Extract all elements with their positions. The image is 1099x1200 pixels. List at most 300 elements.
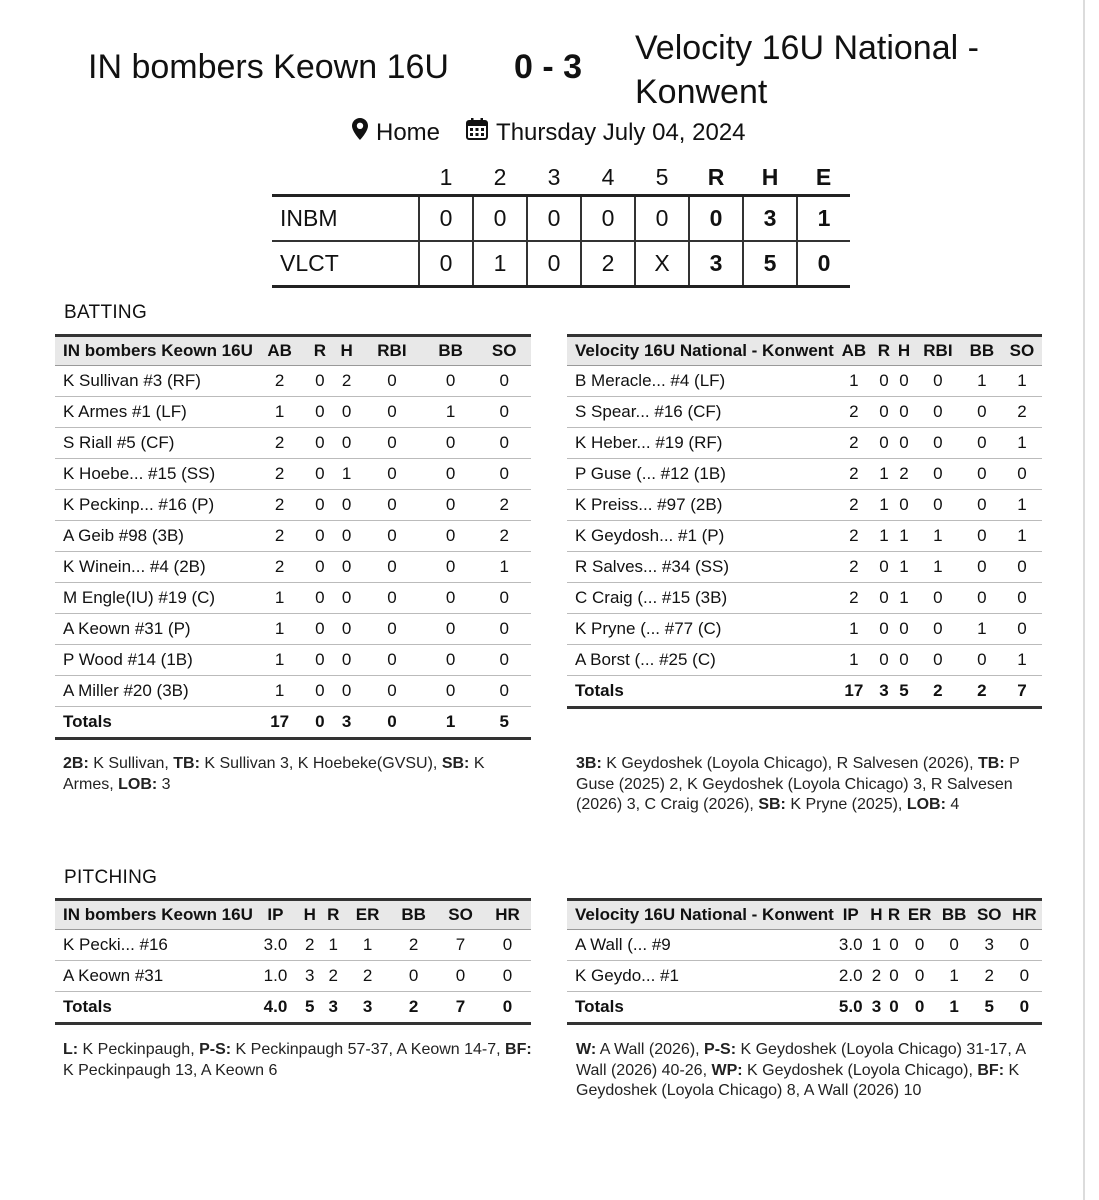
line-score-table (272, 160, 850, 288)
player-name: K Armes #1 (LF) (55, 397, 253, 428)
batting-table-away (567, 334, 1042, 709)
stat-cell: 0 (962, 397, 1002, 428)
errors-header: E (797, 160, 850, 196)
stat-cell: 2 (834, 428, 874, 459)
player-row (55, 614, 531, 645)
player-name: K Heber... #19 (RF) (567, 428, 834, 459)
team-header: Velocity 16U National - Konwent (567, 900, 834, 930)
team-header: IN bombers Keown 16U (55, 336, 253, 366)
stat-cell: 2 (345, 961, 390, 992)
stat-cell: 0 (424, 490, 478, 521)
stat-cell: 0 (306, 583, 333, 614)
player-name: K Pecki... #16 (55, 930, 253, 961)
stat-cell: 0 (333, 490, 360, 521)
batting-table-home (55, 334, 531, 740)
player-row (55, 930, 531, 961)
stat-cell: 1 (333, 459, 360, 490)
stat-cell: 1 (962, 614, 1002, 645)
col-header: H (333, 336, 360, 366)
player-row (567, 521, 1042, 552)
totals-row (55, 707, 531, 739)
stat-cell: 1 (834, 614, 874, 645)
team-abbr: VLCT (272, 241, 419, 287)
stat-cell: 0 (962, 459, 1002, 490)
stat-cell: 0 (306, 614, 333, 645)
total-cell: 5.0 (834, 992, 868, 1024)
total-cell: 0 (484, 992, 531, 1024)
stat-cell: 7 (437, 930, 484, 961)
stat-cell: 0 (477, 397, 531, 428)
player-name: A Miller #20 (3B) (55, 676, 253, 707)
player-row (567, 930, 1042, 961)
col-header: HR (484, 900, 531, 930)
stat-cell: 0 (914, 459, 962, 490)
stat-cell: 0 (306, 397, 333, 428)
total-cell: 0 (1007, 992, 1042, 1024)
stat-cell: 2 (834, 397, 874, 428)
stat-cell: 0 (424, 459, 478, 490)
col-header: RBI (914, 336, 962, 366)
pitching-section-title: PITCHING (64, 867, 158, 888)
stat-cell: 0 (424, 521, 478, 552)
stat-cell: 2 (1002, 397, 1042, 428)
game-date: Thursday July 04, 2024 (496, 118, 746, 146)
stat-cell: 2 (253, 552, 307, 583)
player-row (567, 614, 1042, 645)
stat-cell: 0 (424, 552, 478, 583)
stat-cell: 2 (333, 366, 360, 397)
stat-cell: 0 (477, 676, 531, 707)
stat-cell: 2 (834, 490, 874, 521)
stat-cell: 0 (962, 490, 1002, 521)
col-header: IP (834, 900, 868, 930)
stat-cell: 0 (333, 521, 360, 552)
total-cell: 3 (333, 707, 360, 739)
stat-cell: 0 (1007, 961, 1042, 992)
totals-label: Totals (55, 707, 253, 739)
player-name: A Keown #31 (55, 961, 253, 992)
location-label: Home (376, 118, 441, 146)
col-header: R (885, 900, 903, 930)
col-header: R (306, 336, 333, 366)
location-pin-icon (352, 118, 368, 147)
inning-header: 2 (473, 160, 527, 196)
stat-cell: 1 (937, 961, 972, 992)
stat-cell: 0 (360, 676, 424, 707)
batting-notes-home: 2B: K Sullivan, TB: K Sullivan 3, K Hoebeke(GVSU), SB: K Armes, LOB: 3 (63, 755, 485, 793)
player-row (55, 645, 531, 676)
player-name: S Riall #5 (CF) (55, 428, 253, 459)
total-cell: 3 (868, 992, 886, 1024)
home-team-name: IN bombers Keown 16U (88, 48, 449, 86)
totals-label: Totals (55, 992, 253, 1024)
stat-cell: 3 (298, 961, 321, 992)
player-name: K Hoebe... #15 (SS) (55, 459, 253, 490)
player-row (55, 366, 531, 397)
player-name: K Geydo... #1 (567, 961, 834, 992)
stat-cell: 0 (333, 428, 360, 459)
total-cell: 0 (903, 992, 937, 1024)
total-cell: 0 (885, 992, 903, 1024)
stat-cell: 0 (914, 428, 962, 459)
totals-row (567, 676, 1042, 708)
stat-cell: 2 (253, 459, 307, 490)
runs-header: R (689, 160, 743, 196)
stat-cell: 2 (834, 521, 874, 552)
player-name: R Salves... #34 (SS) (567, 552, 834, 583)
stat-cell: 1 (894, 521, 914, 552)
stat-cell: 1 (1002, 490, 1042, 521)
stat-cell: 1 (834, 366, 874, 397)
stat-cell: 0 (306, 552, 333, 583)
player-row (567, 366, 1042, 397)
player-row (55, 961, 531, 992)
stat-cell: 1 (1002, 428, 1042, 459)
stat-cell: 0 (1002, 459, 1042, 490)
stat-cell: 2 (253, 521, 307, 552)
stat-cell: 0 (484, 930, 531, 961)
stat-cell: 1 (914, 521, 962, 552)
col-header: H (894, 336, 914, 366)
total-cell: 3 (322, 992, 345, 1024)
player-row (567, 459, 1042, 490)
player-name: P Guse (... #12 (1B) (567, 459, 834, 490)
total-cell: 5 (298, 992, 321, 1024)
total-cell: 7 (437, 992, 484, 1024)
stat-cell: 0 (914, 366, 962, 397)
col-header: AB (253, 336, 307, 366)
stat-cell: 0 (874, 366, 894, 397)
stat-cell: 1 (914, 552, 962, 583)
stat-cell: 2 (477, 521, 531, 552)
stat-cell: 0 (333, 645, 360, 676)
calendar-icon (466, 118, 488, 147)
inning-header: 1 (419, 160, 473, 196)
stat-cell: 0 (962, 521, 1002, 552)
stat-cell: 2 (390, 930, 437, 961)
stat-cell: 0 (477, 645, 531, 676)
stat-cell: 0 (962, 428, 1002, 459)
stat-cell: 3.0 (253, 930, 298, 961)
stat-cell: 0 (424, 645, 478, 676)
stat-cell: 0 (477, 614, 531, 645)
inning-header: 4 (581, 160, 635, 196)
stat-cell: 1.0 (253, 961, 298, 992)
stat-cell: 0 (306, 676, 333, 707)
player-name: S Spear... #16 (CF) (567, 397, 834, 428)
col-header: H (298, 900, 321, 930)
stat-cell: 2 (253, 366, 307, 397)
player-name: M Engle(IU) #19 (C) (55, 583, 253, 614)
col-header: BB (390, 900, 437, 930)
stat-cell: 0 (333, 614, 360, 645)
totals-label: Totals (567, 992, 834, 1024)
total-cell: 7 (1002, 676, 1042, 708)
player-row (55, 490, 531, 521)
player-row (55, 676, 531, 707)
stat-cell: 0 (903, 930, 937, 961)
stat-cell: 0 (360, 397, 424, 428)
stat-cell: 0 (962, 552, 1002, 583)
total-cell: 5 (477, 707, 531, 739)
stat-cell: 0 (306, 428, 333, 459)
total-cell: 5 (972, 992, 1007, 1024)
stat-cell: 0 (333, 552, 360, 583)
stat-cell: 1 (894, 583, 914, 614)
total-cell: 5 (894, 676, 914, 708)
line-score-row: VLCT 0 1 0 2 X 3 5 0 (272, 241, 850, 287)
stat-cell: 0 (903, 961, 937, 992)
team-header: Velocity 16U National - Konwent (567, 336, 834, 366)
stat-cell: 1 (424, 397, 478, 428)
stat-cell: 1 (874, 521, 894, 552)
stat-cell: 2 (834, 459, 874, 490)
stat-cell: 0 (360, 583, 424, 614)
stat-cell: 2 (834, 552, 874, 583)
player-row (567, 428, 1042, 459)
col-header: HR (1007, 900, 1042, 930)
stat-cell: 1 (1002, 521, 1042, 552)
totals-row (55, 992, 531, 1024)
stat-cell: 0 (962, 583, 1002, 614)
col-header: H (868, 900, 886, 930)
player-name: K Sullivan #3 (RF) (55, 366, 253, 397)
stat-cell: 1 (834, 645, 874, 676)
line-score-row: INBM 0 0 0 0 0 0 3 1 (272, 196, 850, 242)
player-name: P Wood #14 (1B) (55, 645, 253, 676)
stat-cell: 0 (360, 428, 424, 459)
player-row (55, 583, 531, 614)
stat-cell: 2 (298, 930, 321, 961)
stat-cell: 0 (894, 490, 914, 521)
team-abbr: INBM (272, 196, 419, 242)
stat-cell: 0 (333, 676, 360, 707)
pitching-notes-away: W: A Wall (2026), P-S: K Geydoshek (Loyola Chicago) 31-17, A Wall (2026) 40-26, WP: K Geydoshek (Loyola Chicago), BF: K Geydoshek (Loyola Chicago) 8, A Wall (2026) 10 (576, 1041, 1026, 1099)
player-row (567, 397, 1042, 428)
stat-cell: 0 (874, 428, 894, 459)
stat-cell: 0 (1002, 583, 1042, 614)
player-row (55, 428, 531, 459)
stat-cell: 0 (306, 459, 333, 490)
stat-cell: 0 (885, 930, 903, 961)
final-score: 0 - 3 (514, 48, 583, 86)
batting-section-title: BATTING (64, 302, 148, 323)
stat-cell: 0 (306, 521, 333, 552)
stat-cell: 0 (424, 676, 478, 707)
pitching-notes-home: L: K Peckinpaugh, P-S: K Peckinpaugh 57-37, A Keown 14-7, BF: K Peckinpaugh 13, A Keown 6 (63, 1041, 532, 1079)
stat-cell: 1 (874, 459, 894, 490)
inning-header: 5 (635, 160, 689, 196)
stat-cell: 1 (253, 397, 307, 428)
stat-cell: 3.0 (834, 930, 868, 961)
col-header: ER (345, 900, 390, 930)
col-header: SO (972, 900, 1007, 930)
stat-cell: 0 (360, 552, 424, 583)
stat-cell: 1 (322, 930, 345, 961)
total-cell: 3 (345, 992, 390, 1024)
away-team-name: Velocity 16U National - Konwent (635, 29, 979, 111)
stat-cell: 1 (962, 366, 1002, 397)
stat-cell: 0 (306, 366, 333, 397)
player-name: K Pryne (... #77 (C) (567, 614, 834, 645)
stat-cell: 0 (874, 614, 894, 645)
col-header: BB (424, 336, 478, 366)
stat-cell: 0 (360, 645, 424, 676)
player-row (55, 397, 531, 428)
total-cell: 1 (937, 992, 972, 1024)
stat-cell: 0 (874, 645, 894, 676)
total-cell: 2 (914, 676, 962, 708)
stat-cell: 0 (914, 490, 962, 521)
stat-cell: 0 (306, 645, 333, 676)
stat-cell: 1 (894, 552, 914, 583)
stat-cell: 1 (253, 583, 307, 614)
stat-cell: 1 (253, 614, 307, 645)
batting-notes-away: 3B: K Geydoshek (Loyola Chicago), R Salvesen (2026), TB: P Guse (2025) 2, K Geydoshek (Loyola Chicago) 3, R Salvesen (2026) 3, C Craig (2026), SB: K Pryne (2025), LOB: 4 (576, 755, 1020, 813)
stat-cell: 2 (834, 583, 874, 614)
stat-cell: 0 (360, 614, 424, 645)
stat-cell: 1 (1002, 366, 1042, 397)
stat-cell: 0 (360, 459, 424, 490)
stat-cell: 0 (1002, 614, 1042, 645)
player-name: A Keown #31 (P) (55, 614, 253, 645)
stat-cell: 0 (424, 428, 478, 459)
stat-cell: 0 (477, 366, 531, 397)
total-cell: 3 (874, 676, 894, 708)
stat-cell: 1 (477, 552, 531, 583)
stat-cell: 1 (1002, 645, 1042, 676)
col-header: BB (937, 900, 972, 930)
stat-cell: 0 (894, 645, 914, 676)
stat-cell: 0 (360, 366, 424, 397)
player-row (567, 961, 1042, 992)
stat-cell: 2 (868, 961, 886, 992)
stat-cell: 0 (477, 428, 531, 459)
stat-cell: 1 (253, 645, 307, 676)
player-name: A Borst (... #25 (C) (567, 645, 834, 676)
stat-cell: 0 (874, 583, 894, 614)
stat-cell: 2 (253, 490, 307, 521)
stat-cell: 0 (390, 961, 437, 992)
stat-cell: 1 (253, 676, 307, 707)
player-name: C Craig (... #15 (3B) (567, 583, 834, 614)
stat-cell: 2 (477, 490, 531, 521)
col-header: ER (903, 900, 937, 930)
stat-cell: 0 (424, 614, 478, 645)
stat-cell: 0 (937, 930, 972, 961)
stat-cell: 0 (333, 583, 360, 614)
stat-cell: 0 (894, 428, 914, 459)
stat-cell: 2 (894, 459, 914, 490)
stat-cell: 0 (424, 366, 478, 397)
col-header: SO (437, 900, 484, 930)
player-row (55, 552, 531, 583)
team-header: IN bombers Keown 16U (55, 900, 253, 930)
stat-cell: 2.0 (834, 961, 868, 992)
game-header (0, 22, 1099, 117)
col-header: BB (962, 336, 1002, 366)
total-cell: 2 (962, 676, 1002, 708)
stat-cell: 0 (306, 490, 333, 521)
player-name: K Winein... #4 (2B) (55, 552, 253, 583)
col-header: SO (1002, 336, 1042, 366)
pitching-table-home (55, 898, 531, 1025)
stat-cell: 0 (914, 645, 962, 676)
player-name: K Geydosh... #1 (P) (567, 521, 834, 552)
stat-cell: 0 (914, 614, 962, 645)
col-header: AB (834, 336, 874, 366)
player-name: K Peckinp... #16 (P) (55, 490, 253, 521)
page-border (1083, 0, 1085, 1200)
total-cell: 2 (390, 992, 437, 1024)
player-row (567, 552, 1042, 583)
player-row (55, 459, 531, 490)
stat-cell: 0 (894, 614, 914, 645)
stat-cell: 0 (1002, 552, 1042, 583)
stat-cell: 0 (962, 645, 1002, 676)
total-cell: 0 (306, 707, 333, 739)
total-cell: 17 (834, 676, 874, 708)
game-meta (352, 118, 746, 147)
stat-cell: 0 (477, 583, 531, 614)
stat-cell: 0 (484, 961, 531, 992)
stat-cell: 0 (477, 459, 531, 490)
player-name: B Meracle... #4 (LF) (567, 366, 834, 397)
col-header: R (322, 900, 345, 930)
stat-cell: 1 (345, 930, 390, 961)
inning-header: 3 (527, 160, 581, 196)
stat-cell: 0 (424, 583, 478, 614)
hits-header: H (743, 160, 797, 196)
stat-cell: 0 (1007, 930, 1042, 961)
stat-cell: 3 (972, 930, 1007, 961)
col-header: IP (253, 900, 298, 930)
total-cell: 17 (253, 707, 307, 739)
player-name: A Wall (... #9 (567, 930, 834, 961)
stat-cell: 0 (894, 397, 914, 428)
pitching-table-away (567, 898, 1042, 1025)
stat-cell: 0 (874, 552, 894, 583)
stat-cell: 0 (914, 397, 962, 428)
stat-cell: 0 (914, 583, 962, 614)
stat-cell: 1 (874, 490, 894, 521)
stat-cell: 0 (333, 397, 360, 428)
col-header: R (874, 336, 894, 366)
total-cell: 4.0 (253, 992, 298, 1024)
stat-cell: 0 (894, 366, 914, 397)
total-cell: 0 (360, 707, 424, 739)
stat-cell: 0 (885, 961, 903, 992)
stat-cell: 0 (437, 961, 484, 992)
stat-cell: 0 (360, 521, 424, 552)
stat-cell: 0 (360, 490, 424, 521)
player-row (55, 521, 531, 552)
stat-cell: 0 (874, 397, 894, 428)
player-row (567, 490, 1042, 521)
stat-cell: 2 (322, 961, 345, 992)
stat-cell: 2 (253, 428, 307, 459)
col-header: RBI (360, 336, 424, 366)
player-row (567, 583, 1042, 614)
player-name: A Geib #98 (3B) (55, 521, 253, 552)
player-name: K Preiss... #97 (2B) (567, 490, 834, 521)
stat-cell: 1 (868, 930, 886, 961)
stat-cell: 2 (972, 961, 1007, 992)
total-cell: 1 (424, 707, 478, 739)
totals-label: Totals (567, 676, 834, 708)
player-row (567, 645, 1042, 676)
col-header: SO (477, 336, 531, 366)
